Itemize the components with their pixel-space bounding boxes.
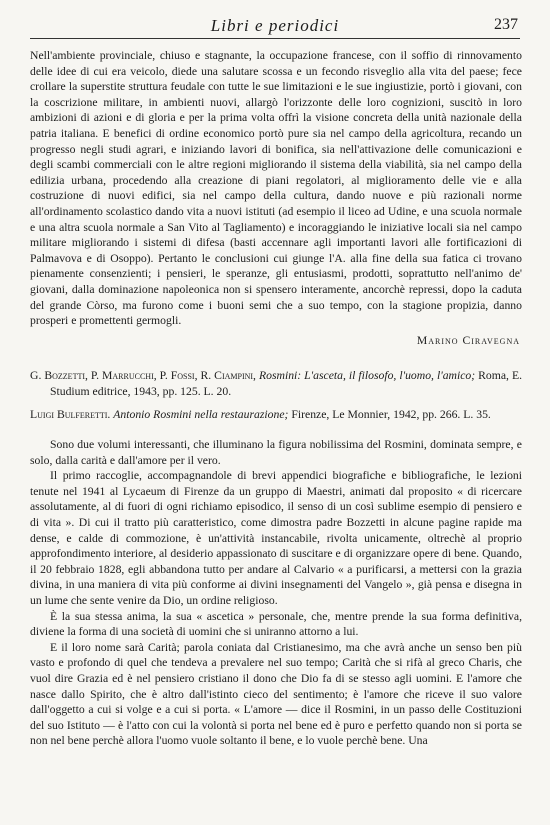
bib-authors: Luigi Bulferetti. bbox=[30, 408, 111, 422]
running-title: Libri e periodici bbox=[210, 16, 340, 35]
page-number: 237 bbox=[494, 16, 518, 33]
header-rule bbox=[30, 38, 520, 39]
running-head bbox=[30, 10, 520, 36]
review-paragraph: È la sua stessa anima, la sua « ascetica » personale, che, mentre prende la sua forma definitiva, diviene la forma di una società di uomini che si uniranno attorno a lui. bbox=[30, 609, 522, 639]
bib-authors: G. Bozzetti, P. Marrucchi, P. Fossi, R. Ciampini, bbox=[30, 369, 256, 383]
bib-title: Antonio Rosmini nella restaurazione; bbox=[113, 408, 289, 422]
review-text bbox=[30, 437, 522, 749]
signature: Marino Ciravegna bbox=[416, 333, 520, 347]
article-paragraph: Nell'ambiente provinciale, chiuso e stagnante, la occupazione francese, con il soffio di rinnovamento delle idee di cui era veicolo, diede una salutare scossa e un fecondo risveglio alla vita del paese; fece crollare la superstite struttura feudale con tutte le sue limitazioni e le sue ingiustizie, portò i giovani, con la coscrizione militare, in ambienti nuovi, allargò l'orizzonte delle loro cognizioni, suscitò in loro ambizioni di azioni e di gloria e per la prima volta offrì la visione concreta della unità nazionale della patria italiana. E benefici di ordine economico portò pure sia nel campo della agricoltura, recando un progresso negli studi agrari, e iniziando lavori di bonifica, sia nell'attivazione delle comunicazioni e degli scambi commerciali con le altre regioni migliorando il sistema della viabilità, sia nel campo della edilizia urbana, procedendo alla creazione di piani regolatori, al miglioramento delle vie e alla costruzione di nuovi edifici, sia nel campo della cultura, dando nuove e più razionali norme all'ordinamento scolastico dando vita a nuovi istituti (ad esempio il liceo ad Udine, e una scuola normale e una altra scuola normale a San Vito al Tagliamento) e incoraggiando le iniziative locali sia nel campo militare migliorando i sistemi di difesa (basti accennare agli importanti lavori alle fortificazioni di Palmavova e di Osoppo). Pertanto le conclusioni cui giunge l'A. alla fine della sua fatica ci trovano pienamente consenzienti; i pensieri, le speranze, gli entusiasmi, prodotti, soprattutto nell'animo de' giovani, dalla dominazione napoleonica non si spensero interamente, ancorchè repressi, dopo la caduta del grande Còrso, ma furono come i buoni semi che a suo tempo, con la stagione propizia, danno prosperi e promettenti germogli. bbox=[30, 49, 522, 328]
bib-details: Firenze, Le Monnier, 1942, pp. 266. L. 35. bbox=[291, 408, 491, 422]
review-paragraph: Sono due volumi interessanti, che illuminano la figura nobilissima del Rosmini, dominata sempre, e solo, dalla carità e dall'amore per il vero. bbox=[30, 438, 522, 467]
bibliography-entry bbox=[30, 407, 522, 423]
bib-title: Rosmini: L'asceta, il filosofo, l'uomo, l'amico; bbox=[258, 369, 476, 383]
review-paragraph: E il loro nome sarà Carità; parola coniata dal Cristianesimo, ma che avrà anche un senso ben più vasto e profondo di quel che tendeva a prevalere nel suo tempo; Carità che si rifà al greco Charis, che vuol dire Grazia ed è nel pensiero cristiano il dono che Dio fa di se stesso agli uomini. E l'amore che nasce dallo Spirito, che è altro dall'istinto cieco del sentimento; è l'amore che riceve il suo valore dall'oggetto a cui si volge e a cui si porta. « L'amore — dice il Rosmini, in un passo delle Costituzioni del suo Istituto — è l'atto con cui la volontà si porta nel bene ed è puro e perfetto quando non si porta se non nel bene perchè allora l'uomo vuole soltanto il bene, e lo vuole perchè bene. Una bbox=[30, 640, 522, 748]
bibliography-entry bbox=[30, 368, 522, 399]
review-paragraph: Il primo raccoglie, accompagnandole di brevi appendici biografiche e bibliografiche, le lezioni tenute nel 1941 al Lycaeum di Firenze da un gruppo di Maestri, animati dal proposito « di ricercare assolutamente, al di fuori di ogni richiamo episodico, il senso di un così sublime esempio di pensiero e di vita ». Di cui il tratto più caratteristico, come dimostra padre Bozzetti in alcune pagine rapide ma dense, e calde di commozione, è un'attività instancabile, rivolta unicamente, oltrechè al proprio approfondimento interiore, al desiderio appassionato di suscitare e di organizzare opere di bene. Quando, il 20 febbraio 1828, egli abbandona tutto per andare al Calvario « a purificarsi, a mettersi con la grazia divina, in una maniera di vita più conforme ai divini insegnamenti del Vangelo », già pensa e disegna in un lume che sente venire da Dio, un ordine religioso. bbox=[30, 469, 522, 607]
bib-details: Roma, E. Studium editrice, 1943, pp. 125. L. 20. bbox=[50, 369, 523, 398]
page-body bbox=[30, 48, 522, 749]
